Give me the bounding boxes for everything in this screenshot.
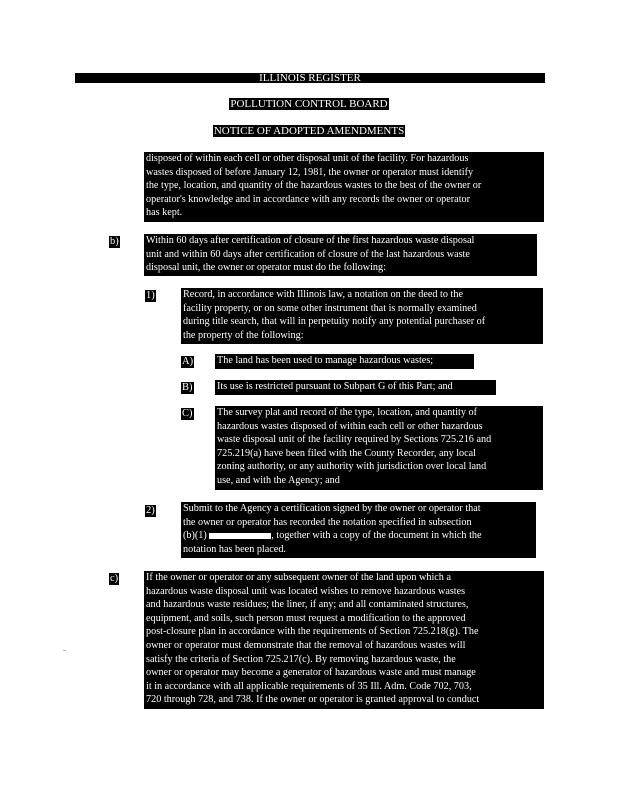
subsection-b2-text: Submit to the Agency a certification signed by the owner or operator that the owner or operator has recorded the notation specified in subsection (b)(1) , together with a copy of the document in which the notation has been placed.	[181, 502, 536, 558]
item-B-label: B)	[182, 382, 193, 393]
board-title: POLLUTION CONTROL BOARD	[230, 98, 388, 110]
item-B-text: Its use is restricted pursuant to Subpart G of this Part; and	[215, 380, 496, 395]
register-title: ILLINOIS REGISTER	[259, 72, 361, 84]
notice-title: NOTICE OF ADOPTED AMENDMENTS	[213, 125, 405, 137]
subsection-b2-label: 2)	[146, 505, 155, 516]
redaction-mark	[209, 533, 271, 539]
subsection-c-text: If the owner or operator or any subsequent owner of the land upon which a hazardous waste disposal unit was located wishes to remove hazardous wastes and hazardous waste residues; the liner, if any; and all contaminated structures, equipment, and soils, such person must request a modification to the approved post-closure plan in accordance with the requirements of Section 725.218(g). The owner or operator must demonstrate that the removal of hazardous wastes will satisfy the criteria of Section 725.217(c). By removing hazardous waste, the owner or operator may become a generator of hazardous waste and must manage it in accordance with all applicable requirements of 35 Ill. Adm. Code 702, 703, 720 through 728, and 738. If the owner or operator is granted approval to conduct	[144, 571, 544, 709]
subsection-b-text: Within 60 days after certification of closure of the first hazardous waste disposal unit and within 60 days after certification of closure of the last hazardous waste disposal unit, the owner or operator must do the following:	[144, 234, 537, 276]
item-A-text: The land has been used to manage hazardous wastes;	[215, 354, 474, 369]
subsection-c-label: c)	[110, 573, 119, 584]
intro-paragraph: disposed of within each cell or other disposal unit of the facility. For hazardous wastes disposed of before January 12, 1981, the owner or operator must identify the type, location, and quantity of the hazardous wastes to the best of the owner or operator's knowledge and in accordance with any records the owner or operator has kept.	[144, 152, 544, 222]
subsection-b1-text: Record, in accordance with Illinois law, a notation on the deed to the facility property, or on some other instrument that is normally examined during title search, that will in perpetuity notify any potential purchaser of the property of the following:	[181, 288, 543, 344]
scan-speck	[63, 650, 66, 651]
item-A-label: A)	[182, 356, 194, 367]
subsection-b-label: b)	[110, 236, 119, 247]
subsection-b1-label: 1)	[146, 290, 155, 301]
item-C-label: C)	[182, 408, 193, 419]
item-C-text: The survey plat and record of the type, location, and quantity of hazardous wastes disposed of within each cell or other hazardous waste disposal unit of the facility required by Sections 725.216 and 725.219(a) have been filed with the County Recorder, any local zoning authority, or any authority with jurisdiction over local land use, and with the Agency; and	[215, 406, 543, 490]
